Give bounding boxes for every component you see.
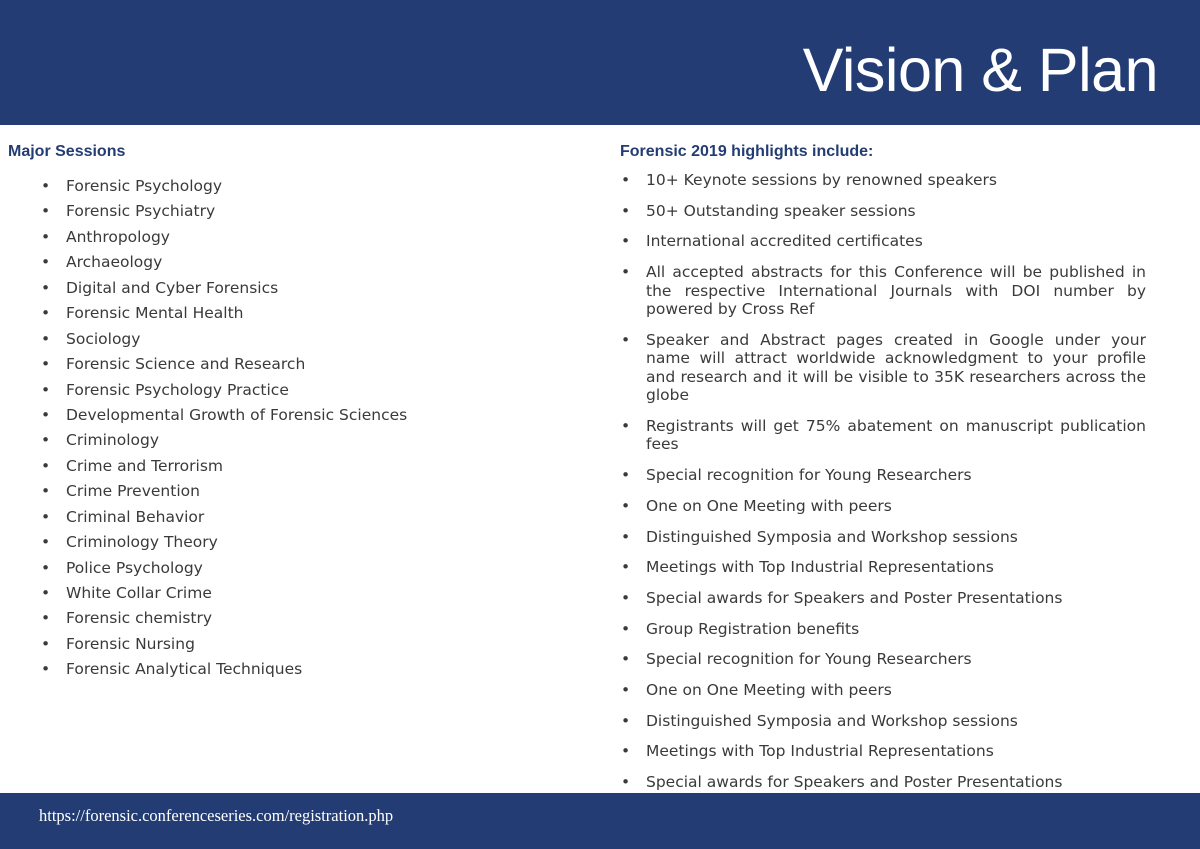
session-label: Forensic Psychiatry <box>66 202 216 221</box>
session-item <box>8 556 568 581</box>
bullet-icon: • <box>621 232 631 251</box>
bullet-icon: • <box>621 619 631 638</box>
bullet-icon: • <box>621 742 631 761</box>
highlight-item <box>620 528 1146 547</box>
session-item <box>8 327 568 352</box>
highlight-text: Special awards for Speakers and Poster Presentations <box>646 773 1063 791</box>
bullet-icon: • <box>621 650 631 669</box>
bullet-icon: • <box>621 416 631 435</box>
bullet-icon: • <box>621 711 631 730</box>
highlight-text: One on One Meeting with peers <box>646 680 892 699</box>
bullet-icon: • <box>41 329 51 348</box>
bullet-icon: • <box>621 773 631 791</box>
highlights-list <box>620 171 1146 822</box>
session-item <box>8 530 568 555</box>
bullet-icon: • <box>41 660 51 679</box>
session-label: Criminal Behavior <box>66 507 205 526</box>
bullet-icon: • <box>621 588 631 607</box>
highlight-item <box>620 589 1146 608</box>
highlight-text: Registrants will get 75% abatement on manuscript publication fees <box>646 416 1146 454</box>
bullet-icon: • <box>621 201 631 220</box>
session-label: Forensic Psychology Practice <box>66 380 289 399</box>
highlight-item <box>620 171 1146 190</box>
bullet-icon: • <box>41 355 51 374</box>
session-label: Crime Prevention <box>66 482 200 501</box>
highlight-item <box>620 742 1146 761</box>
highlight-text: Distinguished Symposia and Workshop sessions <box>646 527 1018 546</box>
bullet-icon: • <box>41 253 51 272</box>
session-item <box>8 505 568 530</box>
session-item <box>8 301 568 326</box>
highlight-item <box>620 497 1146 516</box>
header-banner <box>0 0 1200 125</box>
registration-link[interactable]: https://forensic.conferenceseries.com/registration.php <box>39 806 394 825</box>
bullet-icon: • <box>621 527 631 546</box>
session-item <box>8 199 568 224</box>
major-sessions-list <box>8 174 568 683</box>
bullet-icon: • <box>41 507 51 526</box>
highlight-text: Speaker and Abstract pages created in Google under your name will attract worldwide acknowledgment to your profile and research and it will be visible to 35K researchers across the globe <box>646 330 1146 405</box>
session-label: Police Psychology <box>66 558 203 577</box>
session-label: White Collar Crime <box>66 584 212 602</box>
bullet-icon: • <box>621 330 631 349</box>
highlight-item <box>620 263 1146 319</box>
highlight-text: Meetings with Top Industrial Representations <box>646 742 994 761</box>
highlight-text: International accredited certificates <box>646 232 923 251</box>
highlight-item <box>620 466 1146 485</box>
highlight-item <box>620 620 1146 639</box>
session-label: Archaeology <box>66 253 163 272</box>
highlight-item <box>620 712 1146 731</box>
session-label: Digital and Cyber Forensics <box>66 278 279 297</box>
session-item <box>8 276 568 301</box>
bullet-icon: • <box>41 533 51 552</box>
page-title: Vision & Plan <box>802 36 1158 104</box>
footer-banner <box>0 793 1200 849</box>
highlights-heading: Forensic 2019 highlights include: <box>620 143 874 160</box>
session-label: Forensic Mental Health <box>66 304 244 323</box>
session-item <box>8 174 568 199</box>
bullet-icon: • <box>41 558 51 577</box>
session-item <box>8 378 568 403</box>
highlight-text: Group Registration benefits <box>646 619 860 638</box>
major-sessions-column <box>8 142 568 683</box>
bullet-icon: • <box>41 456 51 475</box>
bullet-icon: • <box>41 227 51 246</box>
bullet-icon: • <box>41 482 51 501</box>
session-item <box>8 250 568 275</box>
session-item <box>8 632 568 657</box>
bullet-icon: • <box>621 558 631 577</box>
session-item <box>8 352 568 377</box>
session-label: Forensic Science and Research <box>66 355 306 374</box>
session-item <box>8 606 568 631</box>
session-label: Criminology Theory <box>66 533 218 552</box>
bullet-icon: • <box>621 496 631 515</box>
session-item <box>8 657 568 682</box>
bullet-icon: • <box>41 584 51 602</box>
highlight-text: Meetings with Top Industrial Representations <box>646 558 994 577</box>
bullet-icon: • <box>621 263 631 282</box>
highlight-text: 10+ Keynote sessions by renowned speakers <box>646 171 997 189</box>
session-item <box>8 454 568 479</box>
bullet-icon: • <box>621 680 631 699</box>
bullet-icon: • <box>41 380 51 399</box>
session-item <box>8 403 568 428</box>
highlight-item <box>620 650 1146 669</box>
highlight-item <box>620 558 1146 577</box>
bullet-icon: • <box>621 171 631 189</box>
bullet-icon: • <box>621 466 631 485</box>
highlight-text: 50+ Outstanding speaker sessions <box>646 201 916 220</box>
bullet-icon: • <box>41 609 51 628</box>
session-label: Forensic Psychology <box>66 177 223 195</box>
session-label: Sociology <box>66 329 141 348</box>
bullet-icon: • <box>41 278 51 297</box>
highlight-item <box>620 681 1146 700</box>
session-label: Developmental Growth of Forensic Sciences <box>66 405 408 424</box>
bullet-icon: • <box>41 431 51 450</box>
highlight-text: Distinguished Symposia and Workshop sessions <box>646 711 1018 730</box>
bullet-icon: • <box>41 634 51 653</box>
session-item <box>8 479 568 504</box>
session-label: Forensic Nursing <box>66 634 195 653</box>
session-item <box>8 428 568 453</box>
session-label: Criminology <box>66 431 160 450</box>
highlight-item <box>620 773 1146 792</box>
session-label: Forensic Analytical Techniques <box>66 660 303 679</box>
session-label: Crime and Terrorism <box>66 456 223 475</box>
bullet-icon: • <box>41 304 51 323</box>
bullet-icon: • <box>41 405 51 424</box>
highlight-item <box>620 331 1146 405</box>
highlight-item <box>620 202 1146 221</box>
highlight-text: Special recognition for Young Researchers <box>646 650 972 669</box>
highlight-item <box>620 232 1146 251</box>
bullet-icon: • <box>41 177 51 195</box>
session-label: Anthropology <box>66 227 170 246</box>
session-item <box>8 581 568 606</box>
major-sessions-heading: Major Sessions <box>8 143 126 160</box>
highlight-text: Special awards for Speakers and Poster Presentations <box>646 588 1063 607</box>
session-label: Forensic chemistry <box>66 609 213 628</box>
highlight-text: All accepted abstracts for this Conference will be published in the respective International Journals with DOI number by powered by Cross Ref <box>646 263 1146 319</box>
highlight-text: Special recognition for Young Researchers <box>646 466 972 485</box>
highlight-item <box>620 417 1146 454</box>
highlights-column <box>620 142 1146 834</box>
session-item <box>8 225 568 250</box>
highlight-text: One on One Meeting with peers <box>646 496 892 515</box>
bullet-icon: • <box>41 202 51 221</box>
